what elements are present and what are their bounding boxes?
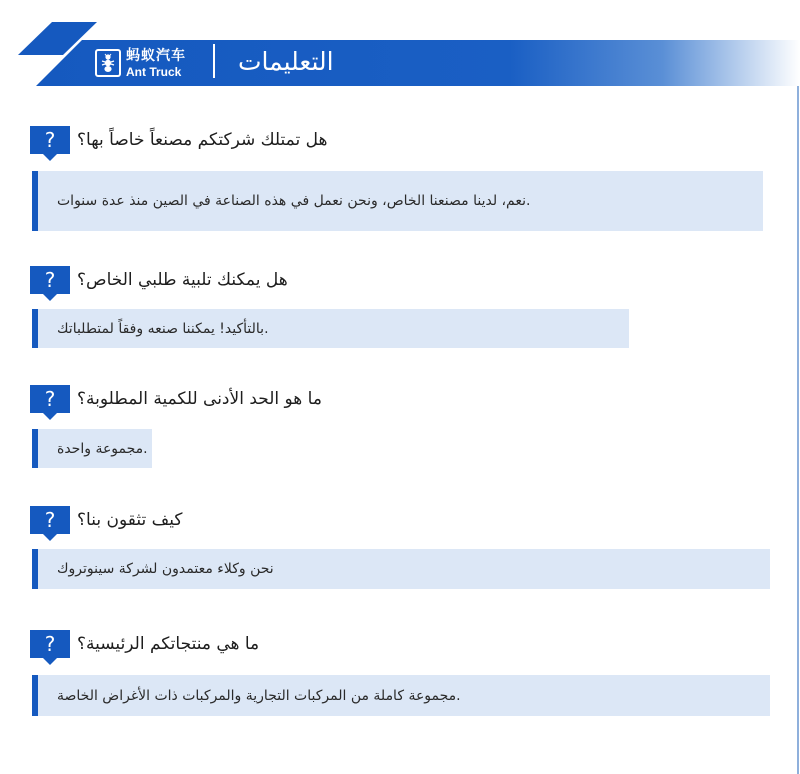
question-mark-icon: ?: [30, 385, 70, 419]
logo-chinese-name: 蚂蚁汽车: [126, 47, 186, 64]
faq-question: هل تمتلك شركتكم مصنعاً خاصاً بها؟: [77, 130, 328, 150]
faq-question-row: [30, 385, 322, 419]
faq-answer-box: [32, 675, 770, 716]
faq-question-row: [30, 630, 259, 664]
faq-answer: نحن وكلاء معتمدون لشركة سينوتروك: [57, 561, 274, 577]
question-mark-icon: ?: [30, 506, 70, 540]
page-title: التعليمات: [238, 47, 334, 76]
header-divider: [213, 44, 215, 78]
faq-question: كيف تثقون بنا؟: [77, 510, 183, 530]
question-mark-icon: ?: [30, 630, 70, 664]
faq-answer-box: [32, 309, 629, 348]
faq-question-row: [30, 126, 327, 160]
ant-logo-icon: [95, 49, 121, 77]
faq-question-row: [30, 266, 288, 300]
faq-answer: مجموعة واحدة.: [57, 440, 148, 457]
ant-truck-logo[interactable]: [95, 46, 186, 80]
logo-english-name: Ant Truck: [126, 64, 182, 79]
question-mark-icon: ?: [30, 266, 70, 300]
header-banner: [0, 0, 800, 90]
faq-answer: بالتأكيد! يمكننا صنعه وفقاً لمتطلباتك.: [57, 320, 269, 337]
faq-question-row: [30, 506, 182, 540]
question-mark-icon: ?: [30, 126, 70, 160]
faq-answer: مجموعة كاملة من المركبات التجارية والمركبات ذات الأغراض الخاصة.: [57, 687, 461, 704]
faq-answer-box: [32, 429, 152, 468]
faq-answer: نعم، لدينا مصنعنا الخاص، ونحن نعمل في هذه الصناعة في الصين منذ عدة سنوات.: [57, 193, 531, 209]
faq-answer-box: [32, 549, 770, 589]
right-edge-rule: [797, 76, 799, 774]
faq-question: ما هي منتجاتكم الرئيسية؟: [77, 634, 260, 654]
faq-answer-box: [32, 171, 763, 231]
faq-question: ما هو الحد الأدنى للكمية المطلوبة؟: [77, 389, 322, 409]
faq-question: هل يمكنك تلبية طلبي الخاص؟: [77, 270, 288, 290]
